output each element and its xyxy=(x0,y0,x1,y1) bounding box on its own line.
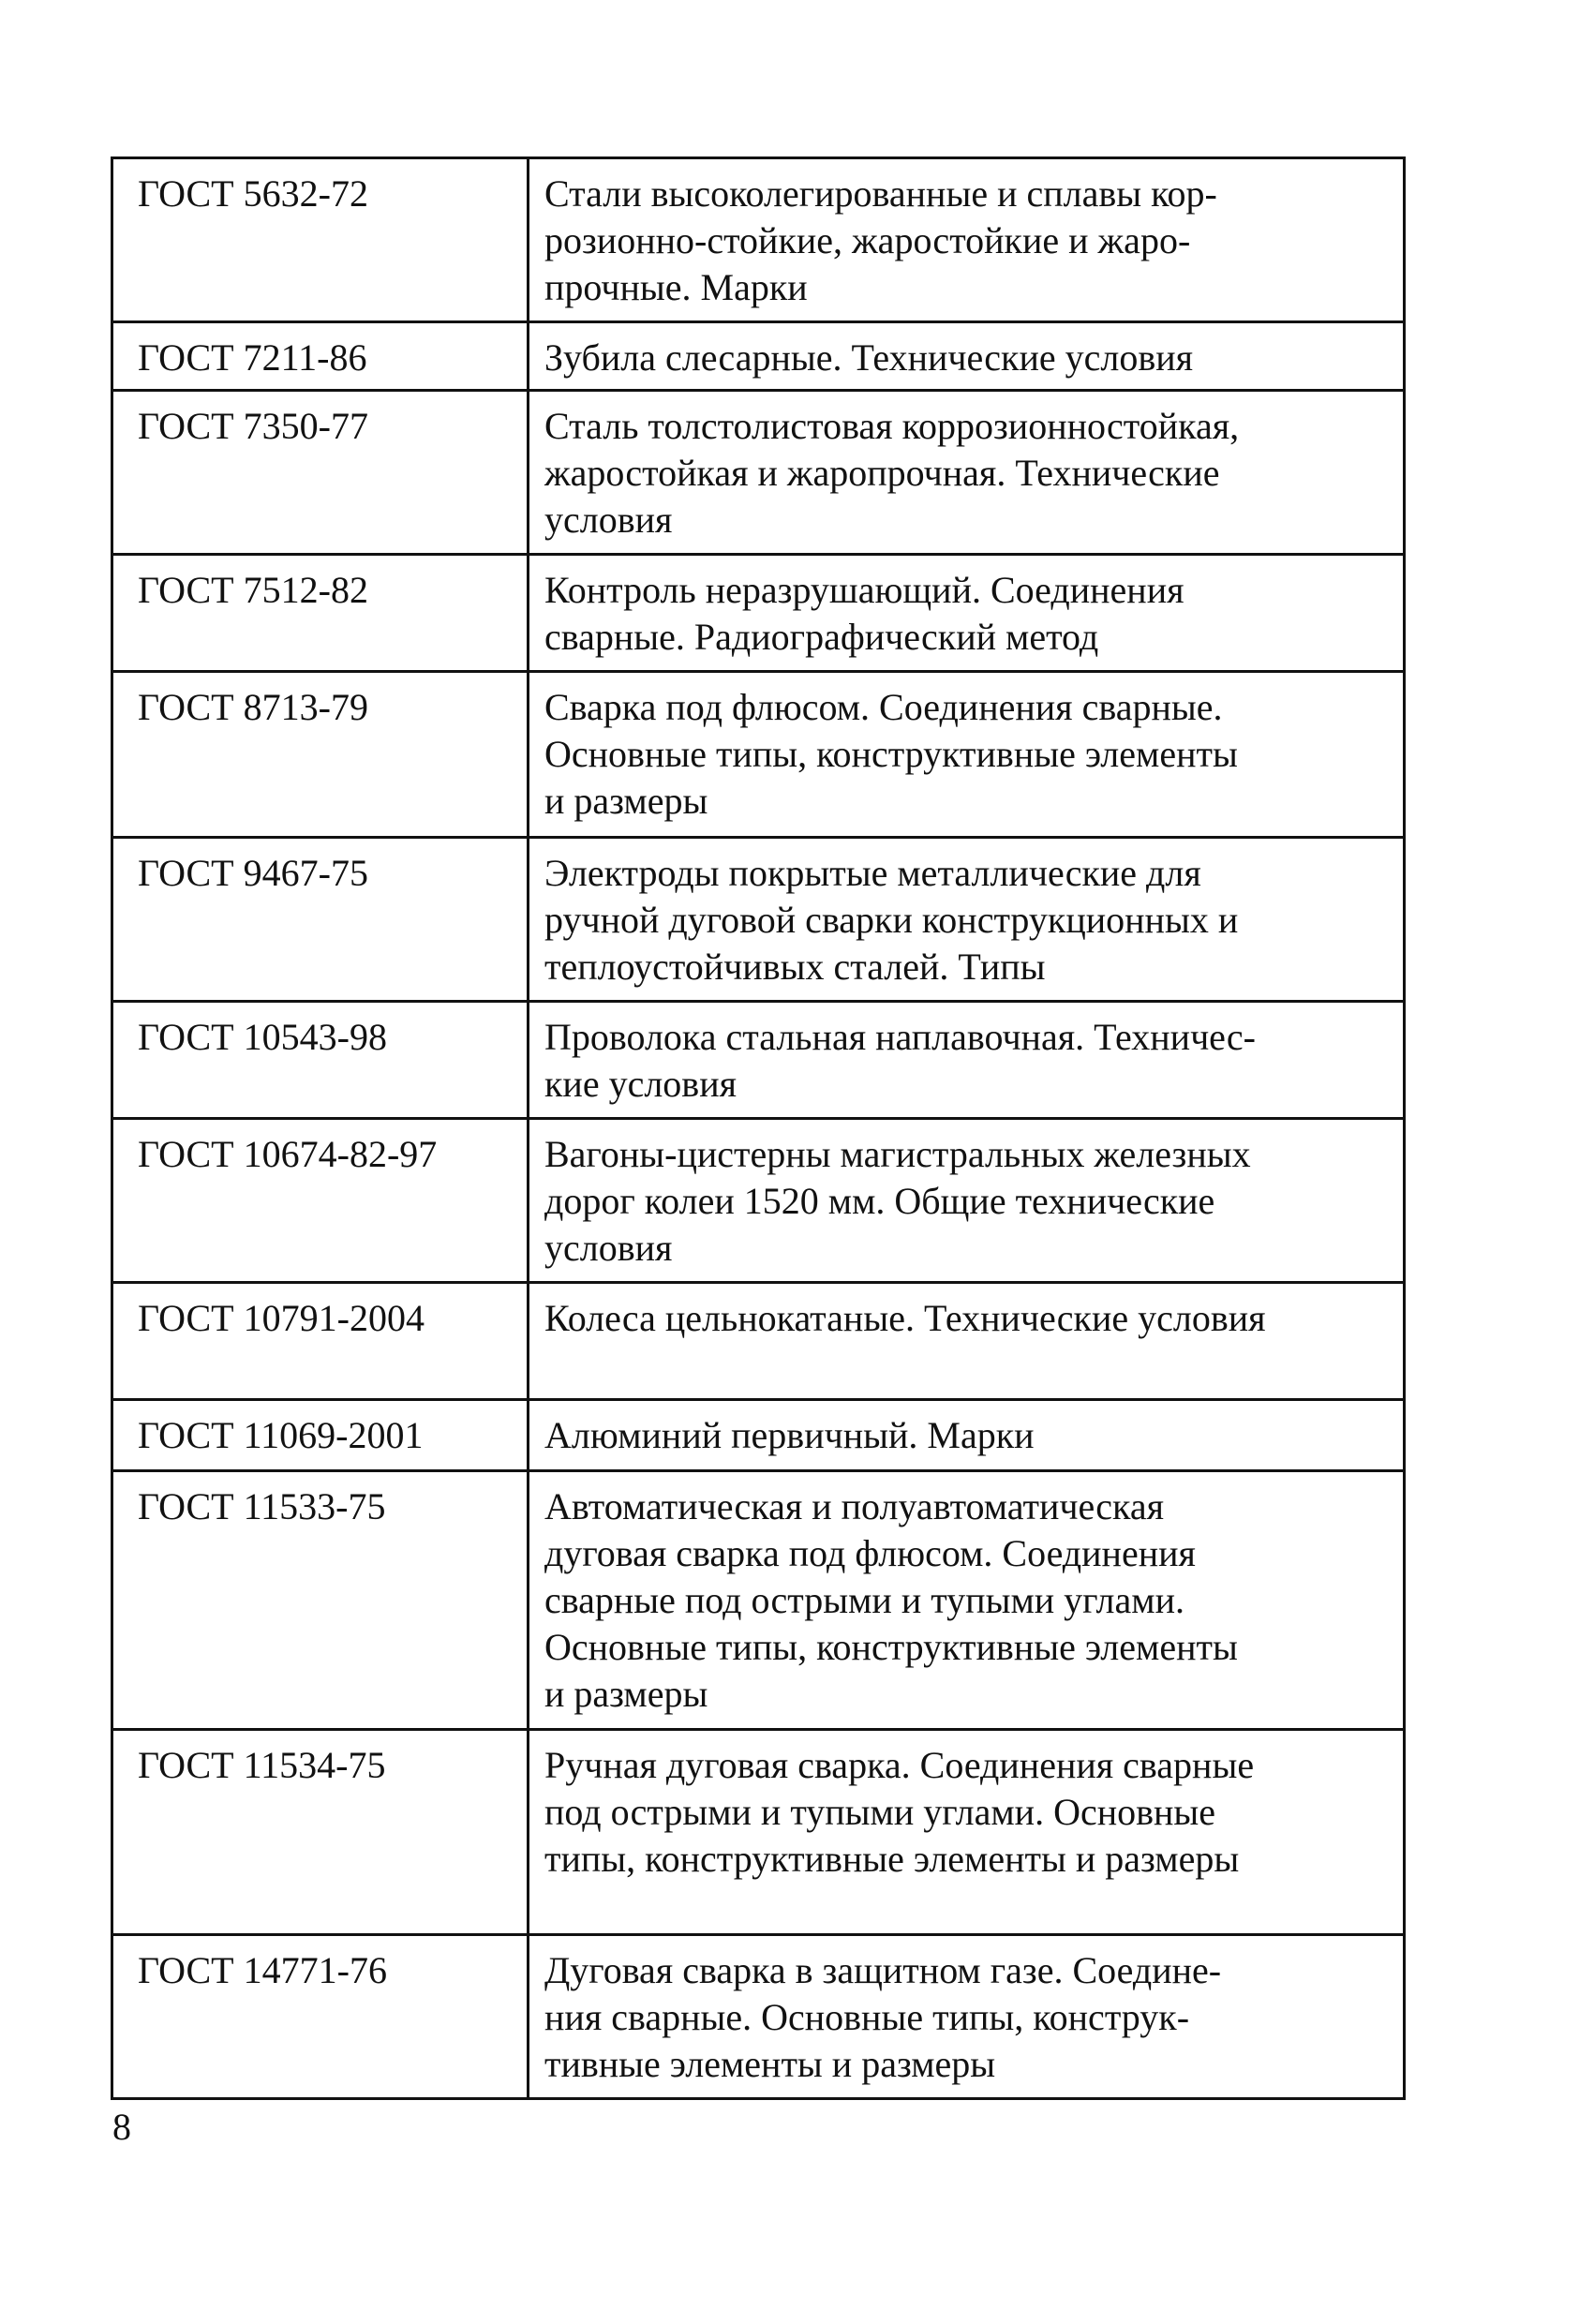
title-line: кие условия xyxy=(544,1063,737,1105)
table-row xyxy=(112,1283,1405,1400)
table-row xyxy=(112,1935,1405,2099)
table-row xyxy=(112,322,1405,391)
standard-code: ГОСТ 11069-2001 xyxy=(112,1400,529,1471)
title-line: и размеры xyxy=(544,1673,708,1715)
standard-code: ГОСТ 10674-82-97 xyxy=(112,1119,529,1283)
title-line: Автоматическая и полуавтоматическая xyxy=(544,1485,1165,1527)
title-line: Колеса цельнокатаные. Технические условия xyxy=(544,1297,1266,1339)
title-line: прочные. Марки xyxy=(544,266,808,308)
standard-code: ГОСТ 11534-75 xyxy=(112,1730,529,1935)
standard-title xyxy=(529,838,1405,1002)
standard-title xyxy=(529,1730,1405,1935)
title-line: условия xyxy=(544,499,673,541)
standard-code: ГОСТ 10543-98 xyxy=(112,1002,529,1119)
table-row xyxy=(112,838,1405,1002)
title-line: Контроль неразрушающий. Соединения xyxy=(544,569,1184,611)
standard-code: ГОСТ 8713-79 xyxy=(112,672,529,838)
table-row xyxy=(112,1471,1405,1730)
table-row xyxy=(112,391,1405,555)
standard-code: ГОСТ 7211-86 xyxy=(112,322,529,391)
title-line: Алюминий первичный. Марки xyxy=(544,1414,1035,1456)
title-line: Сталь толстолистовая коррозионностойкая, xyxy=(544,405,1240,447)
title-line: типы, конструктивные элементы и размеры xyxy=(544,1838,1240,1880)
standard-title xyxy=(529,391,1405,555)
table-row xyxy=(112,1730,1405,1935)
standard-code: ГОСТ 7350-77 xyxy=(112,391,529,555)
title-line: под острыми и тупыми углами. Основные xyxy=(544,1791,1216,1833)
title-line: Зубила слесарные. Технические условия xyxy=(544,336,1194,379)
title-line: Основные типы, конструктивные элементы xyxy=(544,733,1238,775)
standard-title xyxy=(529,322,1405,391)
title-line: Дуговая сварка в защитном газе. Соедине- xyxy=(544,1949,1222,1991)
title-line: ручной дуговой сварки конструкционных и xyxy=(544,899,1239,941)
title-line: Электроды покрытые металлические для xyxy=(544,852,1201,894)
standards-table-body xyxy=(112,158,1405,2099)
title-line: Ручная дуговая сварка. Соединения сварные xyxy=(544,1744,1255,1786)
standard-title xyxy=(529,1935,1405,2099)
standard-title xyxy=(529,555,1405,672)
standard-title xyxy=(529,1002,1405,1119)
title-line: сварные. Радиографический метод xyxy=(544,616,1099,658)
table-row xyxy=(112,158,1405,322)
title-line: условия xyxy=(544,1227,673,1269)
table-row xyxy=(112,1119,1405,1283)
page-number: 8 xyxy=(112,2106,131,2148)
title-line: Стали высоколегированные и сплавы кор- xyxy=(544,172,1217,215)
title-line: дорог колеи 1520 мм. Общие технические xyxy=(544,1180,1215,1222)
title-line: Вагоны-цистерны магистральных железных xyxy=(544,1133,1251,1175)
table-row xyxy=(112,672,1405,838)
table-row xyxy=(112,1400,1405,1471)
title-line: и размеры xyxy=(544,780,708,822)
title-line: теплоустойчивых сталей. Типы xyxy=(544,946,1046,988)
title-line: тивные элементы и размеры xyxy=(544,2043,996,2085)
standard-title xyxy=(529,158,1405,322)
standard-title xyxy=(529,672,1405,838)
title-line: Проволока стальная наплавочная. Техничес- xyxy=(544,1016,1257,1058)
standards-table xyxy=(111,156,1406,2100)
standard-code: ГОСТ 14771-76 xyxy=(112,1935,529,2099)
title-line: жаростойкая и жаропрочная. Технические xyxy=(544,452,1220,494)
standard-title xyxy=(529,1400,1405,1471)
title-line: сварные под острыми и тупыми углами. xyxy=(544,1579,1184,1621)
standard-code: ГОСТ 11533-75 xyxy=(112,1471,529,1730)
title-line: розионно-стойкие, жаростойкие и жаро- xyxy=(544,219,1191,261)
standard-code: ГОСТ 10791-2004 xyxy=(112,1283,529,1400)
standard-title xyxy=(529,1471,1405,1730)
standard-title xyxy=(529,1119,1405,1283)
standard-code: ГОСТ 5632-72 xyxy=(112,158,529,322)
standard-code: ГОСТ 7512-82 xyxy=(112,555,529,672)
standard-title xyxy=(529,1283,1405,1400)
title-line: Сварка под флюсом. Соединения сварные. xyxy=(544,686,1223,728)
table-row xyxy=(112,1002,1405,1119)
title-line: Основные типы, конструктивные элементы xyxy=(544,1626,1238,1668)
standard-code: ГОСТ 9467-75 xyxy=(112,838,529,1002)
title-line: ния сварные. Основные типы, конструк- xyxy=(544,1996,1190,2038)
title-line: дуговая сварка под флюсом. Соединения xyxy=(544,1532,1196,1574)
table-row xyxy=(112,555,1405,672)
